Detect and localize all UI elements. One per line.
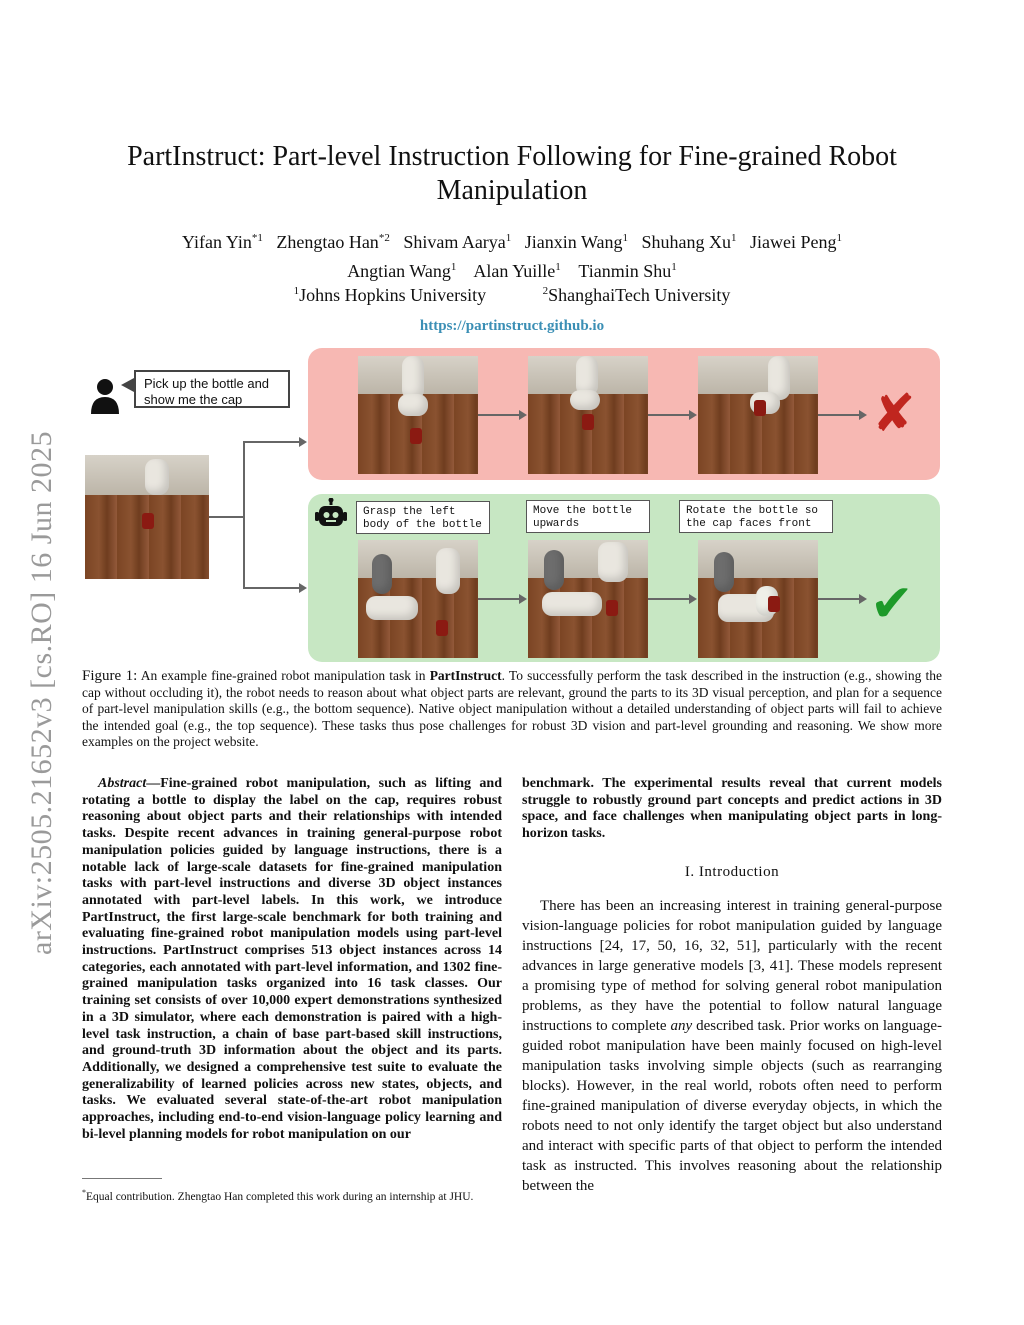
skill-instruction: Grasp the left body of the bottle bbox=[356, 501, 490, 534]
section-heading: I. Introduction bbox=[684, 864, 780, 880]
fail-cross-icon: ✘ bbox=[872, 384, 916, 444]
arrow-right-icon bbox=[859, 594, 867, 604]
arrow-right-icon bbox=[299, 437, 307, 447]
figure-caption: Figure 1: An example fine-grained robot manipulation task in PartInstruct. To successfully perform the task described in the instruction (e.g., showing the cap without occluding it), the robot needs to reason about what object parts are relevant, ground the parts to its 3D visual perception, and plan for a sequence of part-level manipulation skills (e.g., the bottom sequence). Native object manipulation without a detailed understanding of object parts will fail to achieve the intended goal (e.g., the top sequence). These tasks thus pose challenges for robust 3D vision and part-level grounding and reasoning. We show more examples on the project website. bbox=[82, 668, 942, 750]
author: Alan Yuille$^1$ bbox=[473, 261, 561, 281]
arrow-right-icon bbox=[859, 410, 867, 420]
affiliation: $^1$Johns Hopkins University bbox=[293, 285, 487, 305]
person-icon bbox=[90, 378, 120, 414]
connector-line bbox=[209, 516, 244, 518]
author: Angtian Wang$^1$ bbox=[347, 261, 457, 281]
speech-bubble-tail bbox=[121, 378, 134, 392]
author: Jiawei Peng$^1$ bbox=[750, 232, 842, 252]
failure-frame-3 bbox=[698, 356, 818, 474]
author: Shuhang Xu$^1$ bbox=[641, 232, 737, 252]
success-check-icon: ✔ bbox=[870, 574, 914, 634]
connector-line bbox=[243, 441, 245, 588]
sequence-arrow bbox=[648, 598, 690, 600]
connector-line bbox=[243, 587, 300, 589]
arrow-right-icon bbox=[519, 410, 527, 420]
success-frame-1 bbox=[358, 540, 478, 658]
robot-icon bbox=[314, 498, 348, 532]
author-list-line-2 bbox=[80, 256, 944, 282]
sequence-arrow bbox=[818, 598, 860, 600]
author-list-line-1 bbox=[80, 227, 944, 253]
failure-frame-1 bbox=[358, 356, 478, 474]
sequence-arrow bbox=[818, 414, 860, 416]
skill-instruction: Rotate the bottle so the cap faces front bbox=[679, 500, 833, 533]
arrow-right-icon bbox=[299, 583, 307, 593]
project-url-link[interactable]: https://partinstruct.github.io bbox=[419, 318, 605, 334]
success-frame-3 bbox=[698, 540, 818, 658]
author: Tianmin Shu$^1$ bbox=[578, 261, 677, 281]
sequence-arrow bbox=[478, 598, 520, 600]
instruction-bubble: Pick up the bottle and show me the cap bbox=[134, 370, 290, 408]
footnote-rule bbox=[82, 1178, 162, 1179]
affiliations bbox=[0, 285, 1024, 306]
abstract-continued: benchmark. The experimental results reveal that current models struggle to robustly ground part concepts and predict actions in 3D space, and face challenges when manipulating object parts in long-horizon tasks. bbox=[522, 776, 942, 842]
arxiv-stamp: arXiv:2505.21652v3 [cs.RO] 16 Jun 2025 bbox=[25, 431, 58, 955]
introduction-paragraph: There has been an increasing interest in training general-purpose vision-language policies for robot manipulation guided by language instructions [24, 17, 50, 16, 32, 51], particularly with the recent advances in large generative models [3, 41]. These models represent a promising type of method for solving general robot manipulation problems, as they have the potential to follow natural language instructions to complete any described task. Prior works on language-guided robot manipulation have been mainly focused on high-level manipulation tasks involving simple objects (such as rearranging blocks). However, in the real world, robots often need to perform fine-grained manipulation of diverse everyday objects, in which the robots need to not only identify the target object but also understand and interact with specific parts of that object to perform the intended task as instructed. This involves reasoning about the relationship between the bbox=[522, 898, 943, 1194]
skill-instruction: Move the bottle upwards bbox=[526, 500, 650, 533]
author: Yifan Yin$^{*1}$ bbox=[182, 232, 263, 252]
failure-frame-2 bbox=[528, 356, 648, 474]
initial-scene-image bbox=[85, 455, 209, 579]
footnote: *Equal contribution. Zhengtao Han completed this work during an internship at JHU. bbox=[82, 1188, 474, 1203]
arrow-right-icon bbox=[689, 594, 697, 604]
author: Shivam Aarya$^1$ bbox=[403, 232, 512, 252]
author: Jianxin Wang$^1$ bbox=[524, 232, 629, 252]
connector-line bbox=[243, 441, 300, 443]
success-frame-2 bbox=[528, 540, 648, 658]
arrow-right-icon bbox=[689, 410, 697, 420]
sequence-arrow bbox=[478, 414, 520, 416]
arrow-right-icon bbox=[519, 594, 527, 604]
paper-title: PartInstruct: Part-level Instruction Following for Fine-grained Robot Manipulation bbox=[127, 141, 897, 206]
affiliation: $^2$ShanghaiTech University bbox=[542, 285, 731, 305]
author: Zhengtao Han$^{*2}$ bbox=[276, 232, 390, 252]
abstract: Abstract—Fine-grained robot manipulation, such as lifting and rotating a bottle to display the label on the cap, requires robust reasoning about object parts and their relationships with intended tasks. Despite recent advances in training general-purpose robot manipulation policies guided by language instructions, there is a notable lack of large-scale datasets for fine-grained manipulation tasks with part-level instructions and diverse 3D object instances annotated with part-level labels. In this work, we introduce PartInstruct, the first large-scale benchmark for both training and evaluating fine-grained robot manipulation models using part-level instructions. PartInstruct comprises 513 object instances across 14 categories, each annotated with part-level information, and 1302 fine-grained manipulation tasks organized into 16 task classes. Our training set consists of over 10,000 expert demonstrations synthesized in a 3D simulator, where each demonstration is paired with a high-level task instruction, a chain of base part-based skill instructions, and ground-truth 3D information about the object and its parts. Additionally, we designed a comprehensive test suite to evaluate the generalizability of learned policies across new states, objects, and tasks. We evaluated several state-of-the-art robot manipulation approaches, including end-to-end vision-language policy learning and bi-level planning models for robot manipulation on our bbox=[82, 776, 502, 1142]
sequence-arrow bbox=[648, 414, 690, 416]
